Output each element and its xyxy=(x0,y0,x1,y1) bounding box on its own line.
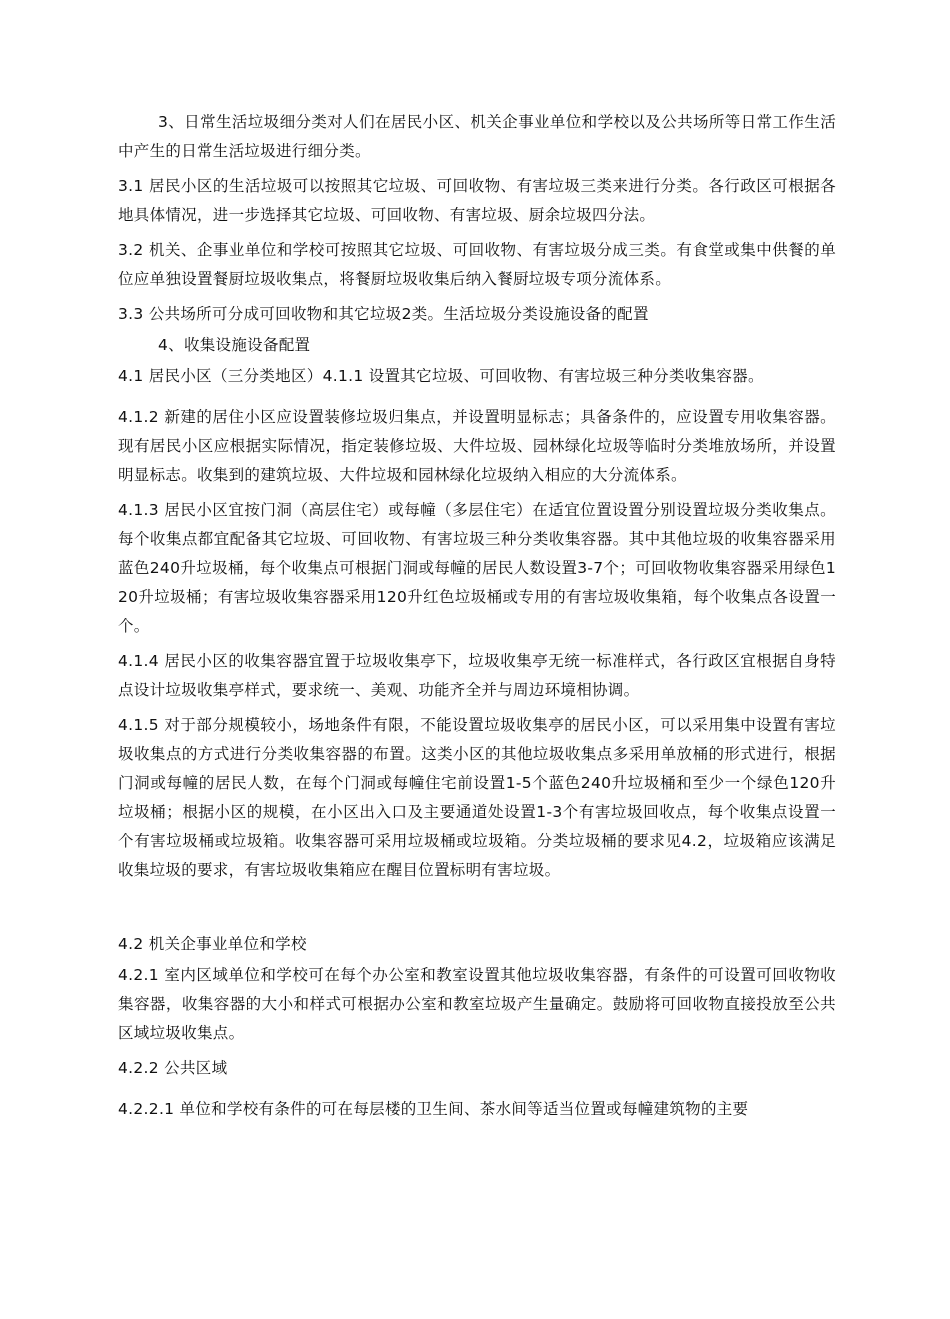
paragraph-4-1-5: 4.1.5 对于部分规模较小，场地条件有限，不能设置垃圾收集亭的居民小区，可以采用集中设置有害垃圾收集点的方式进行分类收集容器的布置。这类小区的其他垃圾收集点多采用单放桶的形式进行，根据门洞或每幢的居民人数，在每个门洞或每幢住宅前设置1-5个蓝色240升垃圾桶和至少一个绿色120升垃圾桶；根据小区的规模，在小区出入口及主要通道处设置1-3个有害垃圾回收点，每个收集点设置一个有害垃圾桶或垃圾箱。收集容器可采用垃圾桶或垃圾箱。分类垃圾桶的要求见4.2，垃圾箱应该满足收集垃圾的要求，有害垃圾收集箱应在醒目位置标明有害垃圾。 xyxy=(118,716,836,879)
paragraph-4-1-4: 4.1.4 居民小区的收集容器宜置于垃圾收集亭下，垃圾收集亭无统一标准样式，各行政区宜根据自身特点设计垃圾收集亭样式，要求统一、美观、功能齐全并与周边环境相协调。 xyxy=(118,652,836,699)
paragraph-4-1-3: 4.1.3 居民小区宜按门洞（高层住宅）或每幢（多层住宅）在适宜位置设置分别设置垃圾分类收集点。每个收集点都宜配备其它垃圾、可回收物、有害垃圾三种分类收集容器。其中其他垃圾的收集容器采用蓝色240升垃圾桶，每个收集点可根据门洞或每幢的居民人数设置3-7个；可回收物收集容器采用绿色120升垃圾桶；有害垃圾收集容器采用120升红色垃圾桶或专用的有害垃圾收集箱，每个收集点各设置一个。 xyxy=(118,501,836,635)
heading-4-2-2: 4.2.2 公共区域 xyxy=(118,1059,228,1077)
paragraph-4-1: 4.1 居民小区（三分类地区）4.1.1 设置其它垃圾、可回收物、有害垃圾三种分类收集容器。 xyxy=(118,367,764,385)
paragraph-3-3: 3.3 公共场所可分成可回收物和其它垃圾2类。生活垃圾分类设施设备的配置 xyxy=(118,305,649,323)
paragraph-section-3: 3、日常生活垃圾细分类对人们在居民小区、机关企事业单位和学校以及公共场所等日常工作生活中产生的日常生活垃圾进行细分类。 xyxy=(118,113,836,160)
heading-4-2: 4.2 机关企事业单位和学校 xyxy=(118,935,307,953)
paragraph-3-2: 3.2 机关、企事业单位和学校可按照其它垃圾、可回收物、有害垃圾分成三类。有食堂或集中供餐的单位应单独设置餐厨垃圾收集点，将餐厨垃圾收集后纳入餐厨垃圾专项分流体系。 xyxy=(118,241,836,288)
document-page xyxy=(118,108,836,1130)
paragraph-4-2-1: 4.2.1 室内区域单位和学校可在每个办公室和教室设置其他垃圾收集容器，有条件的可设置可回收物收集容器，收集容器的大小和样式可根据办公室和教室垃圾产生量确定。鼓励将可回收物直接投放至公共区域垃圾收集点。 xyxy=(118,966,836,1042)
paragraph-4-1-2: 4.1.2 新建的居住小区应设置装修垃圾归集点，并设置明显标志；具备条件的，应设置专用收集容器。现有居民小区应根据实际情况，指定装修垃圾、大件垃圾、园林绿化垃圾等临时分类堆放场所，并设置明显标志。收集到的建筑垃圾、大件垃圾和园林绿化垃圾纳入相应的大分流体系。 xyxy=(118,408,836,484)
heading-section-4: 4、收集设施设备配置 xyxy=(158,336,311,354)
paragraph-4-2-2-1: 4.2.2.1 单位和学校有条件的可在每层楼的卫生间、茶水间等适当位置或每幢建筑物的主要 xyxy=(118,1100,749,1118)
paragraph-3-1: 3.1 居民小区的生活垃圾可以按照其它垃圾、可回收物、有害垃圾三类来进行分类。各行政区可根据各地具体情况，进一步选择其它垃圾、可回收物、有害垃圾、厨余垃圾四分法。 xyxy=(118,177,836,224)
